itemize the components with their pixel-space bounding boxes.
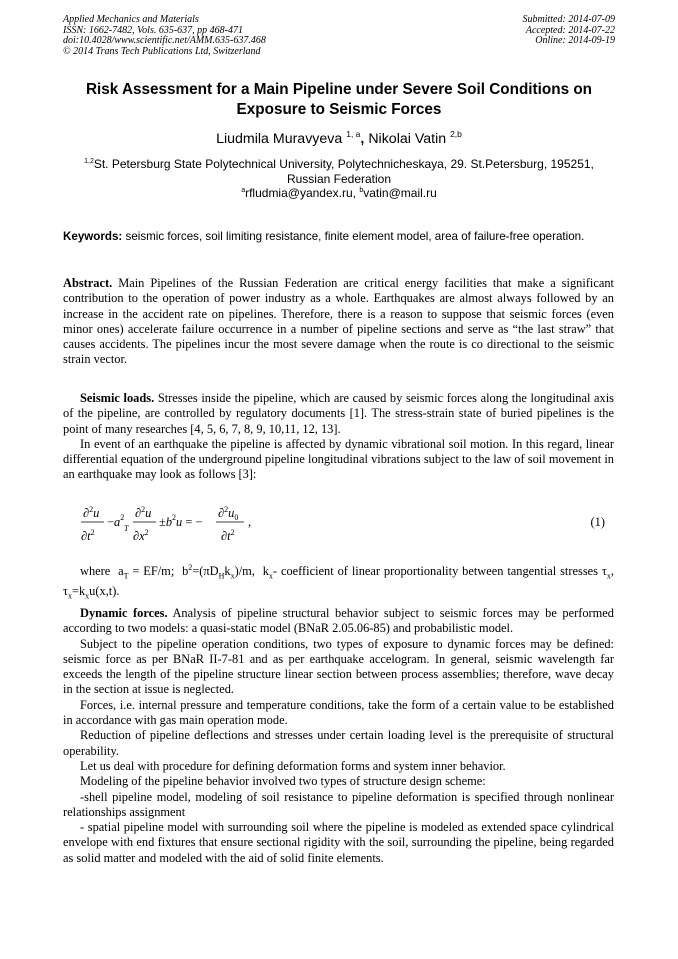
- keywords-label: Keywords:: [63, 230, 123, 243]
- email-1-mark: a: [241, 187, 246, 194]
- author-list: [40, 130, 638, 148]
- tau-def-2: u(x,t).: [89, 583, 120, 598]
- b-def-1: =(πD: [192, 564, 219, 579]
- seismic-paragraph-1: Stresses inside the pipeline, which are caused by seismic forces along the longitudinal axis of the pipeline, are controlled by regulatory documents [1]. The stress-strain state of buried pipelines is the point of many researches [4, 5, 6, 7, 8, 9, 10,11, 12, 13].: [63, 391, 614, 436]
- author-1: Liudmila Muravyeva: [216, 131, 343, 147]
- sym-a-sub: T: [123, 571, 129, 581]
- dynamic-paragraph-5: Let us deal with procedure for defining deformation forms and system inner behavior.: [80, 758, 506, 773]
- svg-text:∂2u: ∂$^2$u: [83, 505, 100, 520]
- sym-tau-1: τ: [601, 564, 607, 579]
- online-date: Online: 2014-09-19: [535, 35, 615, 47]
- accepted-date: Accepted: 2014-07-22: [525, 24, 615, 36]
- sym-b: b: [182, 564, 189, 579]
- paper-title: [40, 80, 638, 120]
- svg-text:∂2u0: $\partial^2u_0$: [218, 505, 239, 522]
- dynamic-forces-label: Dynamic forces.: [80, 606, 168, 620]
- tau-def-sub: x: [85, 591, 90, 601]
- seismic-loads-label: Seismic loads.: [80, 391, 155, 405]
- svg-text:±b2u = −: $\pm b^2u$ = −: [159, 513, 203, 529]
- where-word: where: [80, 564, 111, 579]
- abstract-label: Abstract.: [63, 276, 113, 290]
- k-definition: - coefficient of linear proportionality between tangential stresses: [272, 564, 598, 579]
- dynamic-paragraph-6: Modeling of the pipeline behavior involved two types of structure design scheme:: [80, 774, 486, 789]
- equation-1: [80, 499, 614, 547]
- affiliation: [63, 157, 615, 201]
- equation-formula: [80, 499, 270, 547]
- author-1-affil-mark: 1, a: [346, 129, 361, 139]
- b-def-2: k: [224, 564, 231, 579]
- equation-where-clause: [63, 560, 614, 604]
- email-2-mark: b: [359, 187, 364, 194]
- seismic-loads-section: [63, 391, 614, 483]
- a-definition: = EF/m;: [132, 564, 175, 579]
- tau-separator: ,: [610, 564, 614, 579]
- doi-line: doi:10.4028/www.scientific.net/AMM.635-637.468: [63, 35, 266, 47]
- sym-a: a: [118, 564, 124, 579]
- abstract-text: Main Pipelines of the Russian Federation are critical energy facilities that make a significant contribution to the operation of power industry as a whole. Earthquakes are almost always followed by an increase in the accident rate on pipelines. Therefore, there is a reason to suppose that seismic forces (even minor ones) accelerate failure occurrence in a number of pipeline sections and serve as “the last straw” that causes accidents. The pipelines incur the most severe damage when the route is co directional to the seismic strain vector.: [63, 276, 614, 367]
- svg-text:∂x2: $\partial x^2$: [133, 528, 149, 543]
- author-2: Nikolai Vatin: [368, 131, 447, 147]
- svg-text:,: ,: [248, 515, 252, 529]
- sym-k: k: [262, 564, 269, 579]
- dynamic-paragraph-1: Analysis of pipeline structural behavior subject to seismic forces may be performed according to two models: a quasi-static model (BNaR 2.05.06-85) and probabilistic model.: [63, 606, 614, 636]
- dynamic-paragraph-2: Subject to the pipeline operation conditions, two types of exposure to dynamic forces may be defined: seismic force as per BNaR II-7-81 and as per earthquake accelogram. In general, seismic wavelength far exceeds the length of the pipeline structure linear section between process assemblies; therefore, wave decay in the section at issue is neglected.: [63, 636, 614, 697]
- svg-text:∂t2: $\partial t^2$: [81, 528, 95, 543]
- sym-b-sup: 2: [188, 563, 193, 572]
- sym-tau-1-sub: x: [606, 571, 611, 581]
- sym-tau-2-sub: x: [67, 591, 72, 601]
- issn-line: ISSN: 1662-7482, Vols. 635-637, pp 468-471: [63, 24, 243, 36]
- dynamic-forces-section: [63, 606, 614, 866]
- email-1: rfludmia@yandex.ru,: [245, 186, 356, 200]
- email-2: vatin@mail.ru: [363, 186, 437, 200]
- title-line-1: Risk Assessment for a Main Pipeline under Severe Soil Conditions on: [85, 81, 593, 98]
- journal-header: [63, 15, 266, 57]
- dynamic-paragraph-7: -shell pipeline model, modeling of soil resistance to pipeline deformation is specified through nonlinear relationships assignment: [63, 789, 614, 819]
- svg-text:∂t2: $\partial t^2$: [221, 528, 235, 543]
- b-def-sub-1: H: [218, 571, 225, 581]
- journal-name: Applied Mechanics and Materials: [63, 14, 199, 25]
- b-def-3: )/m,: [234, 564, 255, 579]
- title-line-2: Exposure to Seismic Forces: [236, 101, 442, 118]
- tau-def-1: =k: [71, 583, 86, 598]
- dates-header: [523, 15, 616, 47]
- b-def-sub-2: x: [230, 571, 235, 581]
- affiliation-line-1: St. Petersburg State Polytechnical University, Polytechnicheskaya, 29. St.Petersburg, 195251,: [93, 157, 594, 171]
- dynamic-paragraph-4: Reduction of pipeline deflections and stresses under certain loading level is the prerequisite of structural operability.: [63, 728, 614, 758]
- submitted-date: Submitted: 2014-07-09: [522, 14, 615, 25]
- author-separator: ,: [360, 131, 365, 147]
- svg-text:−a2: $-a^2$: [107, 513, 125, 529]
- affiliation-line-2: Russian Federation: [286, 171, 392, 186]
- copyright-line: © 2014 Trans Tech Publications Ltd, Switzerland: [63, 45, 261, 57]
- affiliation-mark: 1,2: [84, 158, 94, 165]
- author-2-affil-mark: 2,b: [450, 129, 462, 139]
- abstract-section: [63, 276, 614, 368]
- dynamic-paragraph-3: Forces, i.e. internal pressure and temperature conditions, take the form of a certain value to be established in accordance with gas main operation mode.: [63, 697, 614, 728]
- sym-tau-2: τ: [63, 583, 68, 598]
- dynamic-paragraph-8: - spatial pipeline model with surrounding soil where the pipeline is modeled as extended space cylindrical envelope with end fixtures that ensure sectional rigidity with the soil, surrounding the pipeline, being regarded as solid matter and modeled with the aid of solid finite elements.: [63, 820, 614, 865]
- seismic-paragraph-2: In event of an earthquake the pipeline is affected by dynamic vibrational soil motion. In this regard, linear differential equation of the underground pipeline longitudinal vibrations subject to the law of soil movement in an earthquake may look as follows [3]:: [63, 436, 614, 482]
- equation-number: (1): [590, 515, 605, 529]
- svg-text:T: T: [124, 524, 129, 533]
- svg-text:∂2u: ∂$^2$u: [135, 505, 152, 520]
- keywords-section: [63, 230, 614, 245]
- keywords-text: seismic forces, soil limiting resistance, finite element model, area of failure-free operation.: [125, 230, 585, 243]
- sym-k-sub: x: [268, 571, 273, 581]
